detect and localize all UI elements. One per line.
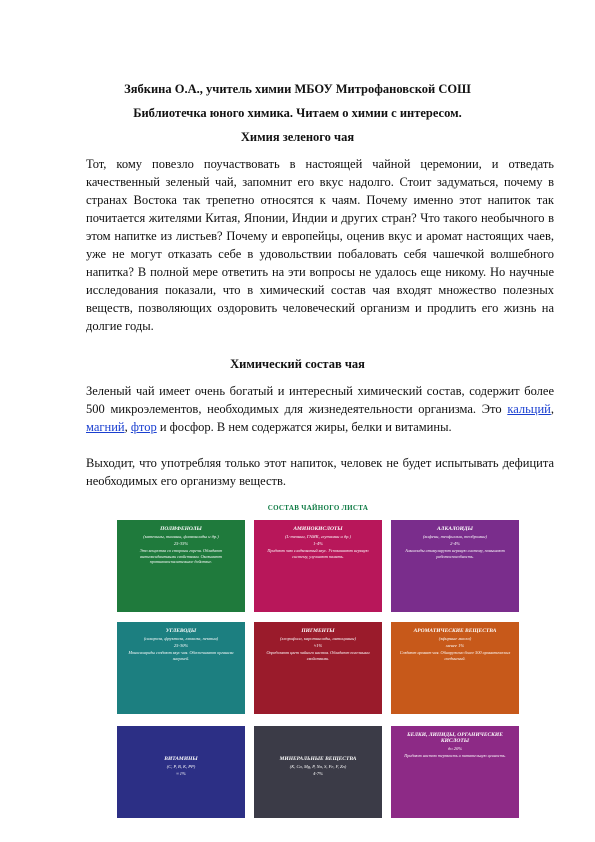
- box-description: Это вещества со стороны горечи. Обладают антиоксидантными свойствами. Оказывают противовоспалительное действие.: [139, 548, 223, 565]
- box-title: ВИТАМИНЫ: [164, 756, 198, 762]
- box-subtitle: (катехины, танины, флавоноиды и др.): [143, 534, 219, 539]
- box-subtitle: (сахароза, фруктоза, глюкоза, пектин): [143, 636, 219, 641]
- box-percent: ≈1%: [313, 643, 323, 648]
- box-title: БЕЛКИ, ЛИПИДЫ, ОРГАНИЧЕСКИЕ КИСЛОТЫ: [407, 732, 503, 744]
- box-percent: менее 1%: [445, 643, 465, 648]
- box-title: АМИНОКИСЛОТЫ: [293, 526, 343, 532]
- composition-paragraph: [86, 382, 554, 436]
- link-fluorine[interactable]: фтор: [130, 420, 157, 434]
- link-magnesium[interactable]: магний: [86, 420, 125, 434]
- series-title: Библиотечка юного химика. Читаем о химии с интересом.: [133, 106, 462, 120]
- composition-box: [391, 622, 519, 714]
- box-subtitle: (L-теанин, ГАМК, глутамин и др.): [284, 534, 351, 539]
- tea-leaf-composition-figure: [103, 500, 533, 832]
- article-title: Химия зеленого чая: [240, 130, 355, 144]
- composition-box: [117, 726, 245, 818]
- box-percent: 25-35%: [173, 541, 189, 546]
- box-description: Придают чаю сладковатый вкус. Успокаивают нервную систему, улучшают память.: [267, 548, 369, 559]
- figure-title: СОСТАВ ЧАЙНОГО ЛИСТА: [267, 504, 369, 512]
- composition-box: [117, 520, 245, 612]
- box-description: Создают аромат чая. Обнаружено более 500 ароматических соединений.: [399, 650, 511, 661]
- box-description: Придают настою терпкость и питательную ценность.: [404, 753, 506, 758]
- box-subtitle: (кофеин, теофиллин, теобромин): [423, 534, 487, 539]
- composition-box: [391, 520, 519, 612]
- composition-text-b: и фосфор. В нем содержатся жиры, белки и витамины.: [156, 420, 452, 434]
- separator: ,: [550, 402, 554, 416]
- box-percent: 4-7%: [313, 771, 323, 776]
- box-percent: 25-30%: [173, 643, 189, 648]
- box-percent: 2-4%: [450, 541, 460, 546]
- box-description: Моносахариды создают вкус чая. Обеспечивают организм энергией.: [128, 650, 234, 661]
- section-title-composition: Химический состав чая: [230, 357, 365, 371]
- box-percent: ≈ 1%: [176, 771, 186, 776]
- box-percent: до 20%: [448, 746, 462, 751]
- box-title: АРОМАТИЧЕСКИЕ ВЕЩЕСТВА: [413, 628, 497, 634]
- box-description: Определяют цвет чайного настоя. Обладают полезными свойствами.: [266, 650, 370, 661]
- link-calcium[interactable]: кальций: [507, 402, 551, 416]
- box-description: Алкалоиды стимулируют нервную систему, повышают работоспособность.: [405, 548, 505, 559]
- box-title: ПИГМЕНТЫ: [301, 628, 335, 634]
- composition-box: [254, 726, 382, 818]
- composition-box: [391, 726, 519, 818]
- composition-text-a: Зеленый чай имеет очень богатый и интересный химический состав, содержит более 500 микроэлементов, необходимых для жизнедеятельности организма. Это: [86, 384, 554, 416]
- separator: ,: [124, 420, 131, 434]
- box-subtitle: (K, Ca, Mg, P, Na, S, Fe, F, Zn): [289, 764, 347, 769]
- author-line: Зябкина О.А., учитель химии МБОУ Митрофановской СОШ: [124, 82, 471, 96]
- box-subtitle: (хлорофилл, каротиноиды, антоцианы): [280, 636, 356, 641]
- box-subtitle: (C, P, B, K, PP): [166, 764, 196, 769]
- box-subtitle: (эфирные масла): [438, 636, 472, 641]
- composition-box: [117, 622, 245, 714]
- composition-box: [254, 520, 382, 612]
- box-title: АЛКАЛОИДЫ: [437, 526, 473, 532]
- box-percent: 1-4%: [313, 541, 323, 546]
- box-title: УГЛЕВОДЫ: [165, 628, 197, 634]
- box-title: ПОЛИФЕНОЛЫ: [160, 526, 202, 532]
- conclusion-paragraph: Выходит, что употребляя только этот напиток, человек не будет испытывать дефицита необходимых его организму веществ.: [86, 456, 554, 488]
- composition-box: [254, 622, 382, 714]
- intro-paragraph: Тот, кому повезло поучаствовать в настоящей чайной церемонии, и отведать качественный зеленый чай, запомнит его вкус надолго. Стоит задуматься, почему в странах Востока так трепетно относятся к чаям. Почему именно этот напиток так почитается жителями Китая, Японии, Индии и других стран? Что такого необычного в этом напитке из листьев? Почему и европейцы, оценив вкус и аромат настоящих чаев, уже не могут отказать себе в удовольствии побаловать себя чашечкой волшебного напитка? В полной мере ответить на эти вопросы не удалось еще никому. Но научные исследования показали, что в химический состав чая входят множество полезных веществ, позволяющих оздоровить человеческий организм и продлить его жизнь на долгие годы.: [86, 157, 554, 333]
- box-title: МИНЕРАЛЬНЫЕ ВЕЩЕСТВА: [279, 756, 357, 762]
